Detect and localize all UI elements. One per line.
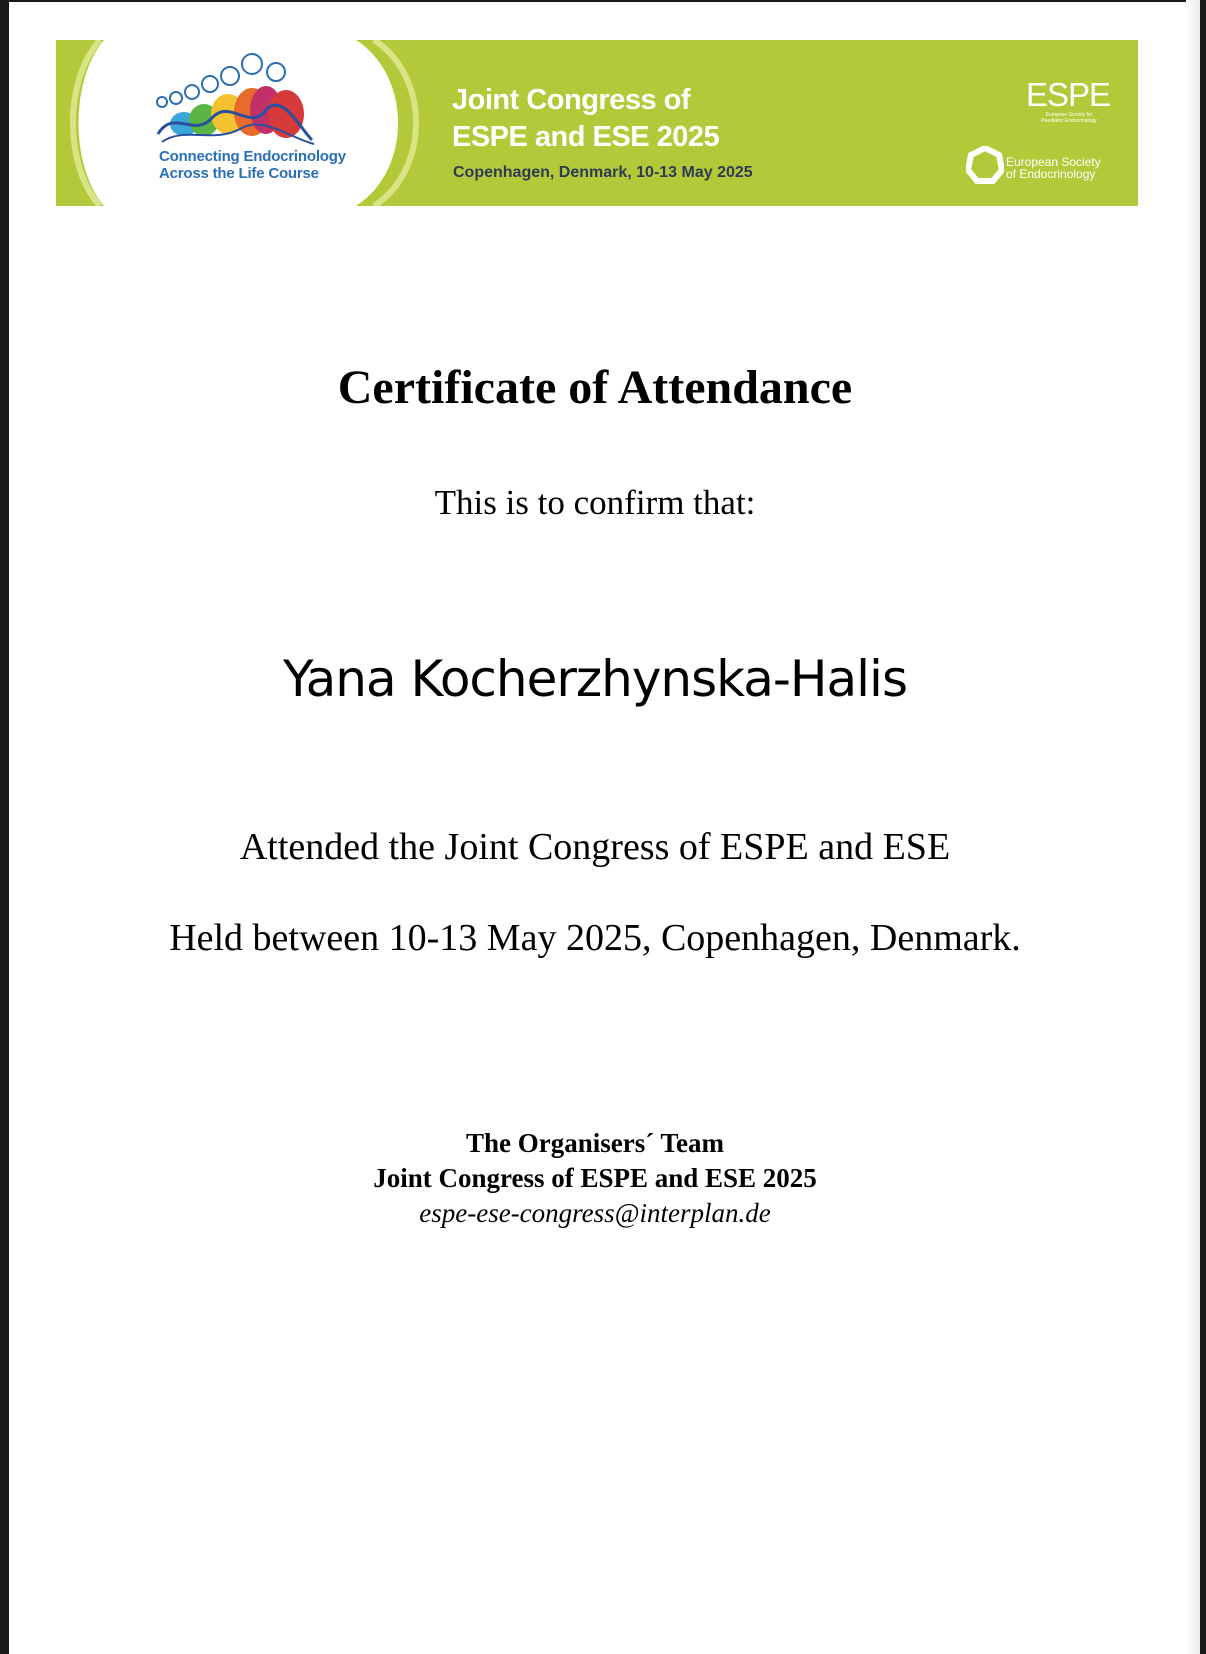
organisers-team: The Organisers´ Team <box>465 1128 724 1158</box>
espe-caption-line1: European Society for <box>1045 112 1093 118</box>
ese-logo-icon <box>966 146 1004 184</box>
espe-logo-caption <box>1024 112 1114 124</box>
held-text: Held between 10-13 May 2025, Copenhagen, Denmark. <box>169 917 1021 959</box>
ese-line2: of Endocrinology <box>1006 167 1096 181</box>
banner-title-line1: Joint Congress of <box>452 84 691 116</box>
page-border-right <box>1200 0 1206 1654</box>
espe-logo: ESPE <box>1026 76 1111 113</box>
contact-email: espe-ese-congress@interplan.de <box>419 1198 771 1228</box>
banner-tagline <box>159 148 346 182</box>
people-logo-icon <box>154 48 344 148</box>
banner-title-line2: ESPE and ESE 2025 <box>452 121 720 153</box>
attended-text: Attended the Joint Congress of ESPE and ESE <box>239 826 951 868</box>
banner-title <box>452 82 719 156</box>
attendee-name: Yana Kocherzhynska-Halis <box>283 650 907 708</box>
ese-line1: European Society <box>1006 155 1101 169</box>
confirm-text: This is to confirm that: <box>434 483 756 522</box>
tagline-line1: Connecting Endocrinology <box>159 148 346 165</box>
banner-subtitle: Copenhagen, Denmark, 10-13 May 2025 <box>453 164 753 181</box>
certificate-title: Certificate of Attendance <box>337 361 853 414</box>
page-border-top <box>0 0 1206 2</box>
tagline-line2: Across the Life Course <box>159 165 319 182</box>
espe-caption-line2: Paediatric Endocrinology <box>1041 118 1097 124</box>
congress-name: Joint Congress of ESPE and ESE 2025 <box>373 1163 817 1193</box>
signature-block <box>0 1126 1190 1231</box>
congress-banner <box>56 40 1138 206</box>
ese-logo-text <box>1006 156 1101 180</box>
